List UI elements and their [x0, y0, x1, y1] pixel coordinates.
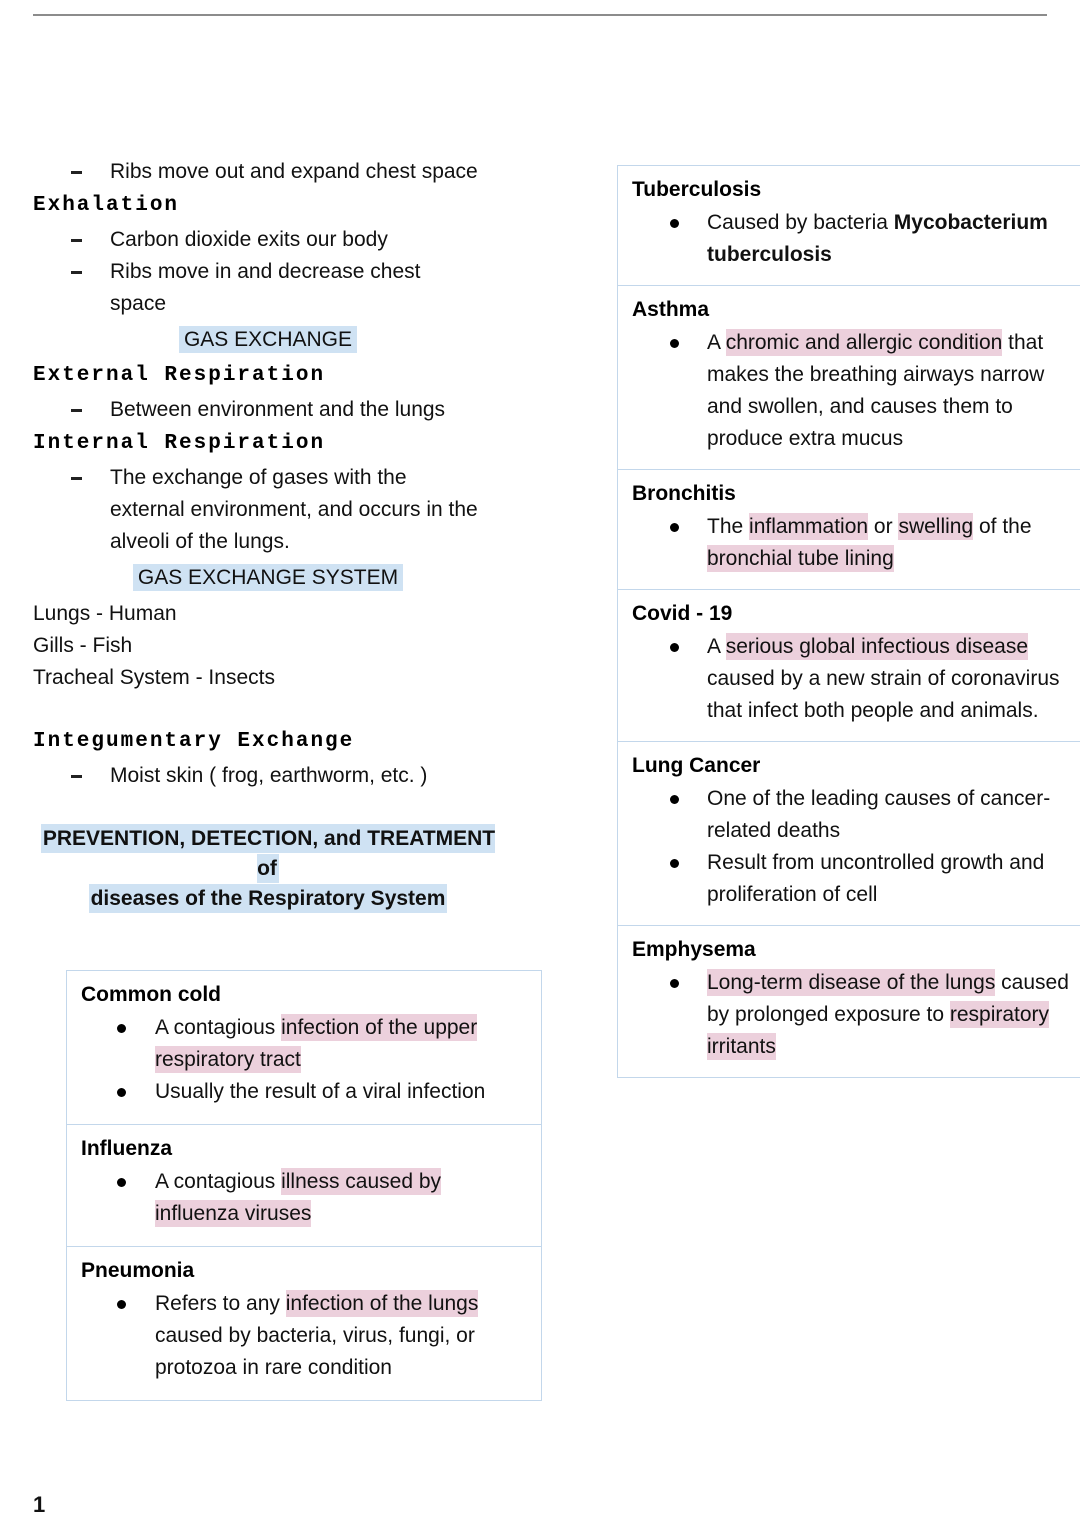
table-row-bronchitis — [618, 469, 1080, 589]
bullet-item: A serious global infectious disease caused by a new strain of coronavirus that infect both people and animals. — [670, 631, 1073, 727]
table-row-pneumonia — [67, 1246, 541, 1400]
list-item-text: Moist skin ( frog, earthworm, etc. ) — [110, 764, 428, 787]
table-row-lung-cancer — [618, 741, 1080, 925]
list-item — [33, 760, 545, 792]
text-line: Tracheal System - Insects — [33, 666, 275, 689]
bullet-list — [632, 967, 1073, 1063]
list-item-text: Ribs move in and decrease chest space — [110, 260, 421, 315]
bullet-list — [81, 1288, 527, 1384]
bullet-list — [632, 511, 1073, 575]
table-row-emphysema — [618, 925, 1080, 1077]
list-item — [33, 224, 545, 256]
bullet-item: Result from uncontrolled growth and proliferation of cell — [670, 847, 1073, 911]
list-item — [33, 462, 545, 558]
row-title: Covid - 19 — [632, 602, 733, 625]
bullet-item: One of the leading causes of cancer-related deaths — [670, 783, 1073, 847]
text-line: Gills - Fish — [33, 634, 133, 657]
bullet-item: A contagious illness caused by influenza viruses — [117, 1166, 527, 1230]
table-row-influenza — [67, 1124, 541, 1246]
table-row-tuberculosis — [618, 166, 1080, 285]
list-item-text: Carbon dioxide exits our body — [110, 228, 388, 251]
heading-internal-respiration: Internal Respiration — [33, 432, 326, 455]
heading-integumentary-exchange: Integumentary Exchange — [33, 730, 355, 753]
heading-external-respiration: External Respiration — [33, 364, 326, 387]
text-line: Lungs - Human — [33, 602, 177, 625]
row-title: Pneumonia — [81, 1259, 195, 1282]
bullet-list — [81, 1012, 527, 1108]
bullet-item: Long-term disease of the lungs caused by prolonged exposure to respiratory irritants — [670, 967, 1073, 1063]
section-heading-line1: PREVENTION, DETECTION, and TREATMENT of — [41, 824, 495, 883]
bullet-item: The inflammation or swelling of the bronchial tube lining — [670, 511, 1073, 575]
bullet-list — [632, 631, 1073, 727]
bullet-list — [632, 207, 1073, 271]
list-item — [33, 256, 545, 320]
bullet-list — [81, 1166, 527, 1230]
heading-gas-exchange — [33, 324, 503, 356]
disease-table-left — [66, 970, 542, 1401]
list-item-text: Ribs move out and expand chest space — [110, 160, 478, 183]
bullet-item: A chromic and allergic condition that makes the breathing airways narrow and swollen, and causes them to produce extra mucus — [670, 327, 1073, 455]
table-row-asthma — [618, 285, 1080, 469]
section-heading-prevention — [33, 824, 503, 914]
row-title: Bronchitis — [632, 482, 736, 505]
blank-spacer — [33, 694, 545, 724]
list-item-text: The exchange of gases with the external environment, and occurs in the alveoli of the lungs. — [110, 466, 478, 553]
page-number: 1 — [33, 1492, 46, 1517]
disease-table-right — [617, 165, 1080, 1078]
row-title: Tuberculosis — [632, 178, 762, 201]
table-row-covid-19 — [618, 589, 1080, 741]
list-item — [33, 394, 545, 426]
row-title: Influenza — [81, 1137, 173, 1160]
table-row-common-cold — [67, 971, 541, 1124]
bullet-item: Usually the result of a viral infection — [117, 1076, 527, 1108]
row-title: Common cold — [81, 983, 221, 1006]
bullet-list — [632, 783, 1073, 911]
bullet-list — [632, 327, 1073, 455]
header-rule — [33, 14, 1047, 16]
left-column — [33, 156, 545, 1401]
heading-exhalation: Exhalation — [33, 194, 180, 217]
bullet-item: Caused by bacteria Mycobacterium tuberculosis — [670, 207, 1073, 271]
highlighted-heading-text: GAS EXCHANGE — [179, 326, 357, 353]
row-title: Lung Cancer — [632, 754, 761, 777]
section-heading-line2: diseases of the Respiratory System — [89, 884, 448, 913]
highlighted-heading-text: GAS EXCHANGE SYSTEM — [133, 564, 403, 591]
list-item-text: Between environment and the lungs — [110, 398, 446, 421]
bullet-item: A contagious infection of the upper respiratory tract — [117, 1012, 527, 1076]
heading-gas-exchange-system — [33, 562, 503, 594]
row-title: Emphysema — [632, 938, 756, 961]
bullet-item: Refers to any infection of the lungs caused by bacteria, virus, fungi, or protozoa in rare condition — [117, 1288, 527, 1384]
list-item — [33, 156, 545, 188]
row-title: Asthma — [632, 298, 710, 321]
